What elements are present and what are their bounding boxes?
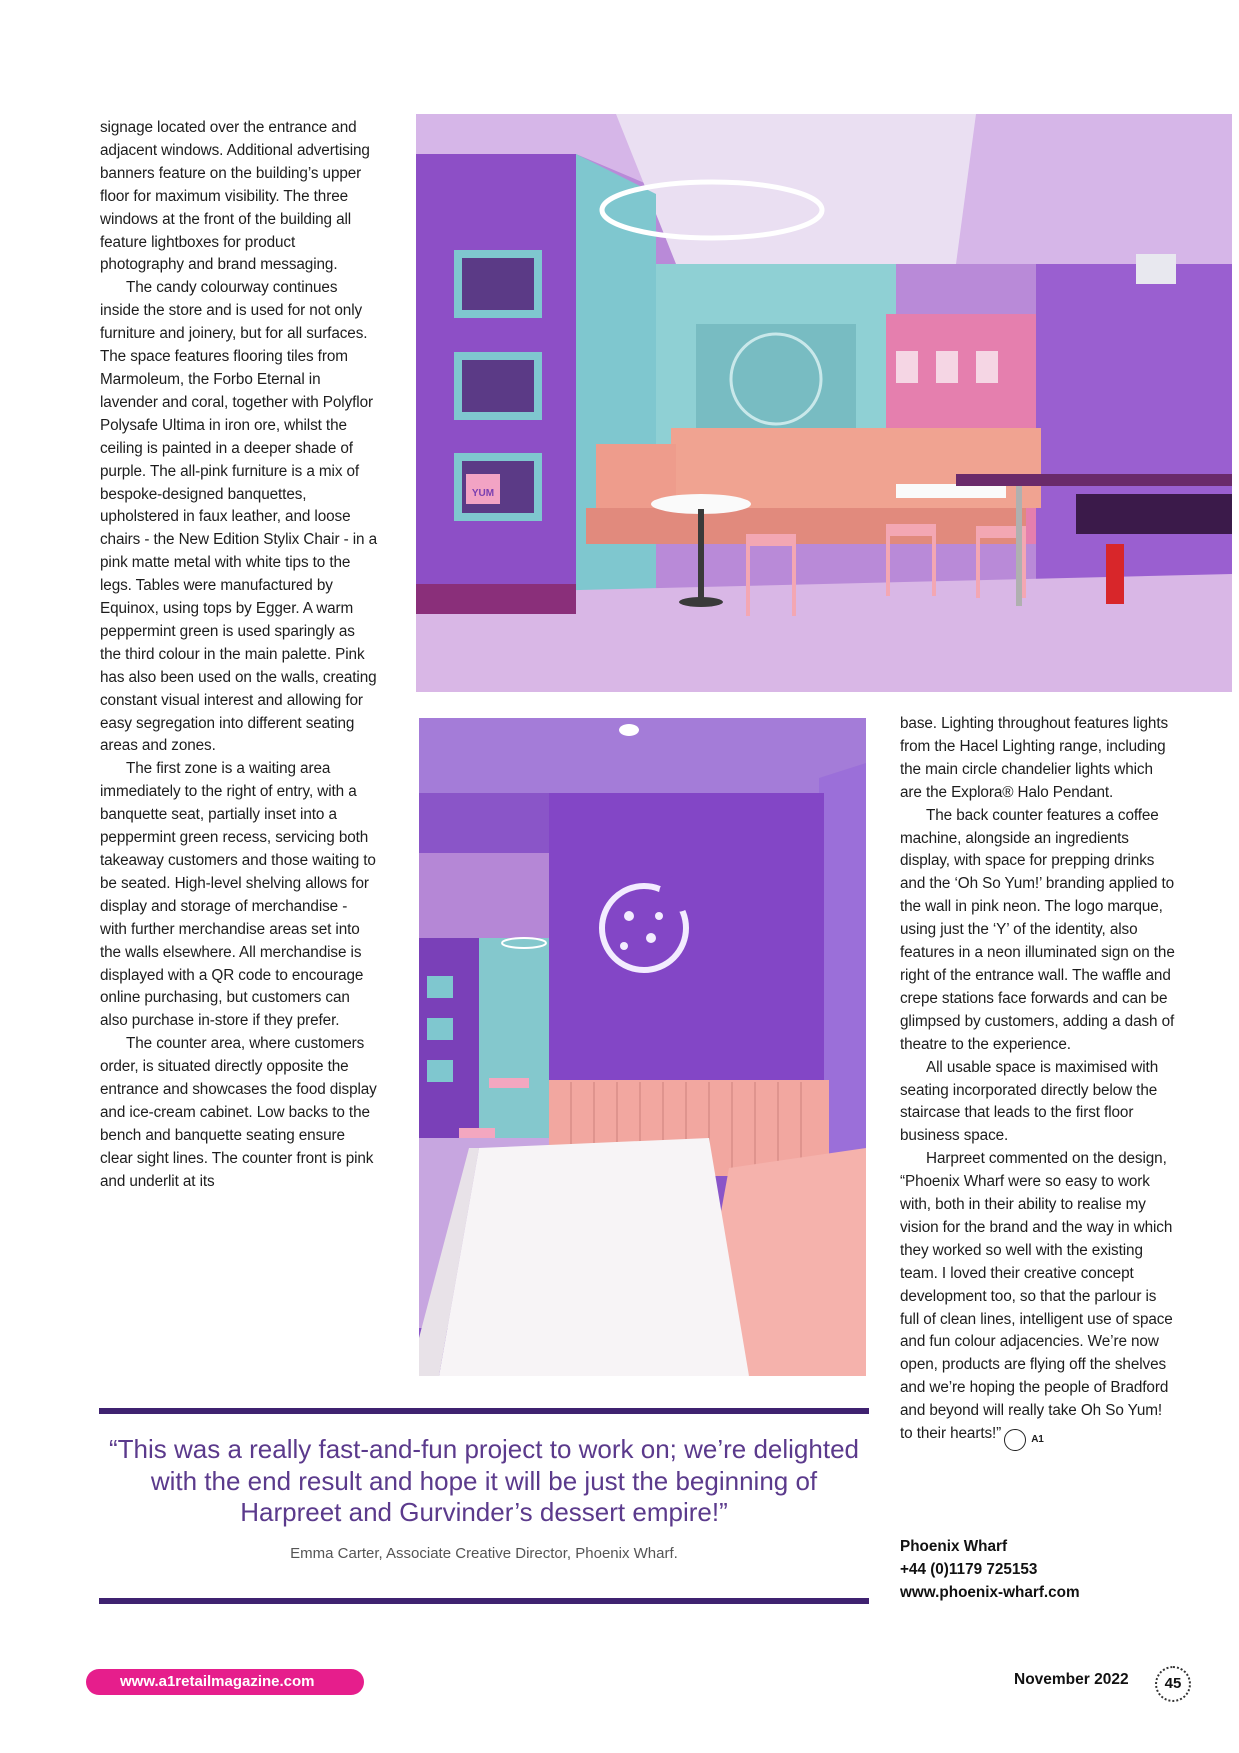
contact-company: Phoenix Wharf (900, 1538, 1008, 1555)
quote-rule-bottom (99, 1598, 869, 1604)
shelf-box-label: YUM (471, 488, 495, 499)
pull-quote: “This was a really fast-and-fun project to work on; we’re delighted with the end result and hope it will be just the beginning of Harpreet and Gurvinder’s dessert empire!” (108, 1434, 859, 1527)
interior-photo-bottom (419, 718, 866, 1376)
article-paragraph: The candy colourway continues inside the store and is used for not only furniture and joinery, but for all surfaces. The space features flooring tiles from Marmoleum, the Forbo Eternal in lavender and coral, together with Polyflor Polysafe Ultima in iron ore, whilst the ceiling is painted in a deeper shade of purple. The all-pink furniture is a mix of bespoke-designed banquettes, upholstered in faux leather, and loose chairs - the New Edition Stylix Chair - in a pink matte metal with white tips to the legs. Tables were manufactured by Equinox, using tops by Egger. A warm peppermint green is used sparingly as the third colour in the main palette. Pink has also been used on the walls, creating constant visual interest and allowing for easy segregation into different seating areas and zones. (100, 279, 377, 755)
contact-block (900, 1535, 1080, 1604)
article-paragraph: signage located over the entrance and adjacent windows. Additional advertising banners feature on the building’s upper floor for maximum visibility. The three windows at the front of the building all feature lightboxes for product photography and brand messaging. (100, 119, 370, 274)
article-paragraph: The counter area, where customers order, is situated directly opposite the entrance and showcases the food display and ice-cream cabinet. Low backs to the bench and banquette seating ensure clear sight lines. The counter front is pink and underlit at its (100, 1035, 377, 1190)
article-column-left (100, 117, 378, 1194)
page-number: 45 (1155, 1666, 1191, 1702)
article-paragraph: The first zone is a waiting area immediately to the right of entry, with a banquette seat, partially inset into a peppermint green recess, servicing both takeaway customers and those waiting to be seated. High-level shelving allows for display and storage of merchandise - with further merchandise areas set into the walls elsewhere. All merchandise is displayed with a QR code to encourage online purchasing, but customers can also purchase in-store if they prefer. (100, 760, 376, 1030)
end-of-article-logo: A1 (1004, 1429, 1026, 1451)
interior-photo-top (416, 114, 1232, 692)
article-paragraph: The back counter features a coffee machine, alongside an ingredients display, with space for prepping drinks and the ‘Oh So Yum!’ branding applied to the wall in pink neon. The logo marque, using just the ‘Y’ of the identity, also features in a neon illuminated sign on the right of the entrance wall. The waffle and crepe stations face forwards and can be glimpsed by customers, adding a dash of theatre to the experience. (900, 806, 1175, 1053)
quote-rule-top (99, 1408, 869, 1414)
contact-website[interactable]: www.phoenix-wharf.com (900, 1584, 1080, 1601)
article-paragraph-last (900, 1148, 1178, 1451)
article-paragraph: All usable space is maximised with seating incorporated directly below the staircase that leads to the first floor business space. (900, 1058, 1159, 1145)
footer-issue-date: November 2022 (1014, 1671, 1129, 1688)
article-column-right (900, 713, 1178, 1451)
article-paragraph: base. Lighting throughout features lights from the Hacel Lighting range, including the main circle chandelier lights which are the Explora® Halo Pendant. (900, 715, 1169, 801)
contact-phone: +44 (0)1179 725153 (900, 1561, 1038, 1578)
quote-attribution: Emma Carter, Associate Creative Director, Phoenix Wharf. (290, 1545, 678, 1562)
footer-website-link[interactable]: www.a1retailmagazine.com (86, 1669, 364, 1695)
article-paragraph-text: Harpreet commented on the design, “Phoenix Wharf were so easy to work with, both in their ability to realise my vision for the brand and the way in which they worked so well with the existing team. I loved their creative concept development too, so that the parlour is full of clean lines, intelligent use of space and fun colour adjacencies. We’re now open, products are flying off the shelves and we’re hoping the people of Bradford and beyond will really take Oh So Yum! to their hearts!” (900, 1150, 1173, 1443)
